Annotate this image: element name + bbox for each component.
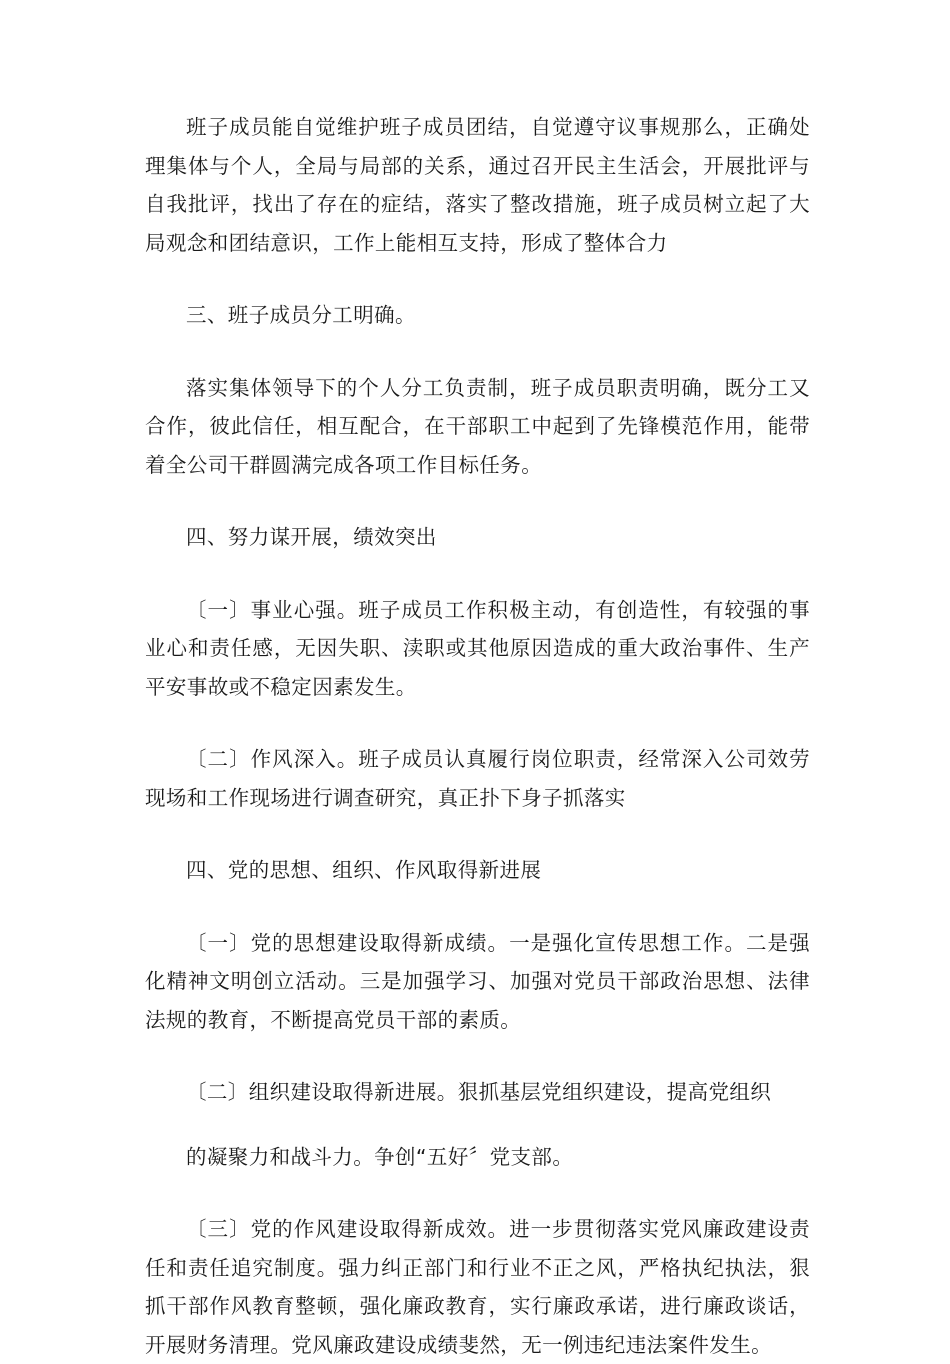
paragraph-party-conduct: 〔三〕党的作风建设取得新成效。进一步贯彻落实党风廉政建设责任和责任追究制度。强力纠正部门和行业不正之风，严格执纪执法，狠抓干部作风教育整顿，强化廉政教育，实行廉政承诺，进行廉政谈话，开展财务清理。党风廉政建设成绩斐然，无一例违纪违法案件发生。 [145,1217,810,1357]
document-body [145,108,810,1364]
paragraph-organization: 〔二〕组织建设取得新进展。狠抓基层党组织建设，提高党组织 [186,1080,772,1104]
paragraph-organization-cont: 的凝聚力和战斗力。争创“五好〞党支部。 [186,1144,574,1169]
paragraph-team-unity: 班子成员能自觉维护班子成员团结，自觉遵守议事规那么，正确处理集体与个人，全局与局部的关系，通过召开民主生活会，开展批评与自我批评，找出了存在的症结，落实了整改措施，班子成员树立起了大局观念和团结意识，工作上能相互支持，形成了整体合力 [145,115,810,255]
paragraph-work-style: 〔二〕作风深入。班子成员认真履行岗位职责，经常深入公司效劳现场和工作现场进行调查研究，真正扑下身子抓落实 [145,747,810,810]
heading-section-3: 三、班子成员分工明确。 [186,303,416,327]
paragraph-division-of-labor: 落实集体领导下的个人分工负责制，班子成员职责明确，既分工又合作，彼此信任，相互配合，在干部职工中起到了先锋模范作用，能带着全公司干群圆满完成各项工作目标任务。 [145,375,810,477]
heading-section-4: 四、努力谋开展，绩效突出 [186,525,437,549]
paragraph-ideology: 〔一〕党的思想建设取得新成绩。一是强化宣传思想工作。二是强化精神文明创立活动。三是加强学习、加强对党员干部政治思想、法律法规的教育，不断提高党员干部的素质。 [145,930,810,1032]
paragraph-dedication: 〔一〕事业心强。班子成员工作积极主动，有创造性，有较强的事业心和责任感，无因失职、渎职或其他原因造成的重大政治事件、生产平安事故或不稳定因素发生。 [145,597,810,699]
heading-party-progress: 四、党的思想、组织、作风取得新进展 [186,858,542,882]
